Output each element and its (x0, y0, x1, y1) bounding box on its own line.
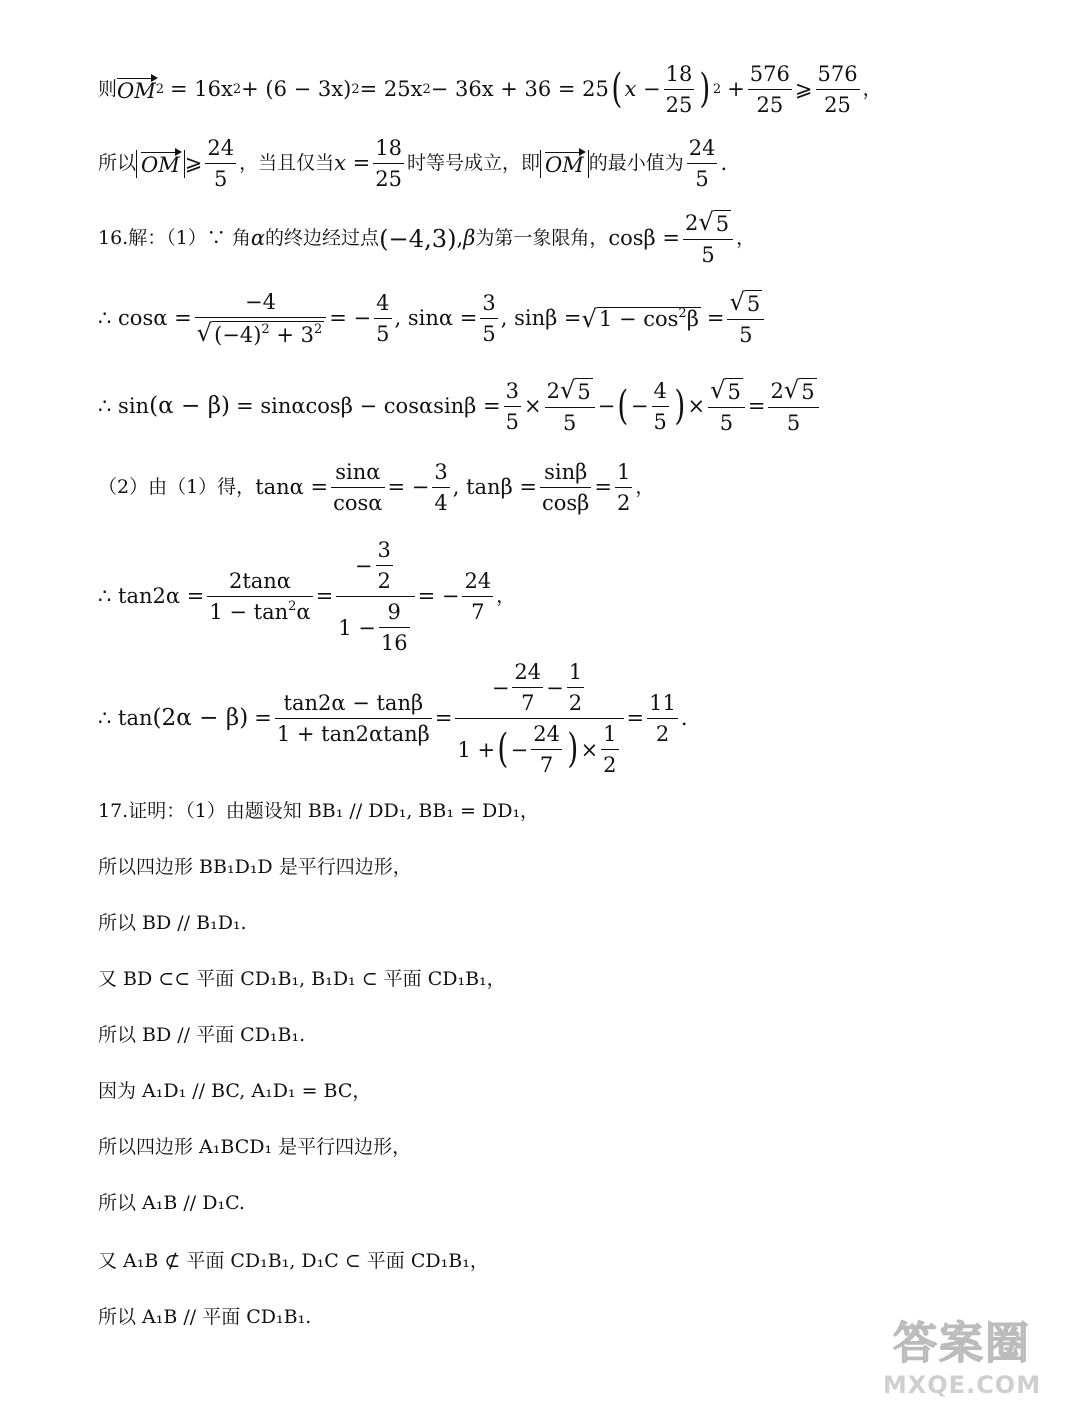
q17-line-2: 所以四边形 BB₁D₁D 是平行四边形， (98, 856, 412, 878)
fraction: $\frac{576}{25}$ (817, 62, 858, 118)
expr: = 16x (170, 77, 233, 102)
fraction: $\frac{\sin\beta}{\cos\beta}$ (542, 460, 590, 516)
fraction: $\frac{3}{4}$ (434, 460, 448, 516)
watermark-url: MXQE.COM (882, 1371, 1042, 1399)
q17-line-7: 所以四边形 A₁BCD₁ 是平行四边形， (98, 1136, 412, 1158)
vector-om: OM (117, 78, 156, 103)
fraction: $\frac{3}{5}$ (505, 379, 519, 435)
fraction: $\frac{576}{25}$ (749, 62, 790, 118)
expr: − 36x + 36 = 25 (430, 77, 609, 102)
complex-fraction: − $\frac{24}{7}$ − $\frac{1}{2}$ 1 + ( − $\frac{24}{7}$ ) × $\frac{1}{2}$ (455, 660, 623, 778)
fraction: $\frac{18}{25}$ (665, 62, 693, 118)
q17-line-8: 所以 A₁B // D₁C. (98, 1192, 245, 1214)
cos-sin-values: ∴ cosα = −4 √ $(-4)^2 + 3^2$ = − $\frac{4}{5}$ , sinα = $\frac{3}{5}$ , sinβ = √ $1 - \cos^2\beta$ = √ 5 5 (98, 290, 767, 347)
fraction: √ 5 5 (708, 378, 745, 435)
q16-header: 16.解：（1）∵ 角 α 的终边经过点 (−4,3) , β 为第一象限角， cosβ = 2 √ 5 5 ， (98, 208, 756, 268)
site-watermark (862, 1307, 1062, 1397)
eq-om-squared: 则 OM 2 = 16x 2 + (6 − 3x) 2 = 25x 2 − 36x + 36 = 25 ( x − $\frac{18}{25}$ ) 2 + $\frac{576}{25}$ ⩾ $\frac{576}{25}$ ， (98, 62, 882, 118)
fraction: $\frac{4}{5}$ (653, 379, 667, 435)
fraction: $\frac{4}{5}$ (376, 291, 390, 347)
expr: x − (624, 77, 661, 102)
tan-values: （2）由（1）得， tanα = $\frac{\sin\alpha}{\cos\alpha}$ = − $\frac{3}{4}$ , tanβ = $\frac{\sin\beta}{\cos\beta}$ = $\frac{1}{2}$ ， (98, 460, 655, 516)
q17-line-10: 所以 A₁B // 平面 CD₁B₁. (98, 1306, 312, 1328)
tan-2alpha-minus-beta: ∴ tan (2α − β) = $\frac{\tan 2\alpha - \tan\beta}{1 + \tan 2\alpha\tan\beta}$ = − $\frac{24}{7}$ − $\frac{1}{2}$ 1 + ( − $\frac{24}{7}$ ) × $\frac{1}{2}$ = $\frac{11}{2}$ . (98, 660, 688, 778)
fraction: $\frac{1}{2}$ (616, 460, 631, 516)
fraction: −4 √ $(-4)^2 + 3^2$ (195, 290, 327, 347)
fraction: $\frac{11}{2}$ (649, 691, 676, 747)
q17-line-3: 所以 BD // B₁D₁. (98, 912, 247, 934)
sin-alpha-minus-beta: ∴ sin (α − β) = sinαcosβ − cosαsinβ = $\frac{3}{5}$ × 2 √ 5 5 − ( − $\frac{4}{5}$ ) × √ 5 5 = 2 √ 5 5 (98, 378, 822, 435)
fraction: $\frac{2\tan\alpha}{1 - \tan^2\alpha}$ (209, 569, 311, 625)
q17-line-1: 17.证明：（1）由题设知 BB₁ // DD₁, BB₁ = DD₁， (98, 800, 540, 822)
fraction: $\frac{24}{7}$ (464, 569, 492, 625)
fraction: $\frac{\sin\alpha}{\cos\alpha}$ (333, 460, 383, 516)
tan-2alpha: ∴ tan2α = $\frac{2\tan\alpha}{1 - \tan^2\alpha}$ = − $\frac{3}{2}$ 1 − $\frac{9}{16}$ = − $\frac{24}{7}$ ， (98, 538, 516, 656)
fraction: $\frac{24}{5}$ (688, 136, 716, 192)
fraction: $\frac{24}{5}$ (207, 136, 235, 192)
vector-om: OM (141, 152, 180, 177)
vector-om: OM (544, 152, 584, 177)
q17-line-6: 因为 A₁D₁ // BC, A₁D₁ = BC， (98, 1080, 372, 1102)
expr: + (6 − 3x) (241, 77, 352, 102)
q17-line-5: 所以 BD // 平面 CD₁B₁. (98, 1024, 306, 1046)
fraction: 2 √ 5 5 (545, 378, 595, 435)
q17-line-4: 又 BD ⊂⊂ 平面 CD₁B₁, B₁D₁ ⊂ 平面 CD₁B₁， (98, 968, 506, 990)
text: 所以 (98, 152, 137, 175)
fraction: $\frac{18}{25}$ (375, 136, 402, 192)
text: 则 (98, 78, 118, 101)
fraction: 2 √ 5 5 (768, 378, 818, 435)
watermark-logo-text: 答案圈 (893, 1318, 1031, 1369)
fraction: $\frac{3}{5}$ (482, 291, 496, 347)
q17-line-9: 又 A₁B ⊄ 平面 CD₁B₁, D₁C ⊂ 平面 CD₁B₁， (98, 1250, 489, 1272)
om-min-line: 所以 OM ⩾ $\frac{24}{5}$ ，当且仅当 x = $\frac{18}{25}$ 时等号成立，即 OM 的最小值为 $\frac{24}{5}$ . (98, 136, 728, 192)
fraction: √ 5 5 (727, 290, 764, 347)
fraction: 2 √ 5 5 (683, 210, 733, 267)
expr: = 25x (359, 77, 423, 102)
complex-fraction: − $\frac{3}{2}$ 1 − $\frac{9}{16}$ (336, 538, 414, 656)
fraction: $\frac{\tan 2\alpha - \tan\beta}{1 + \tan 2\alpha\tan\beta}$ (276, 691, 430, 747)
